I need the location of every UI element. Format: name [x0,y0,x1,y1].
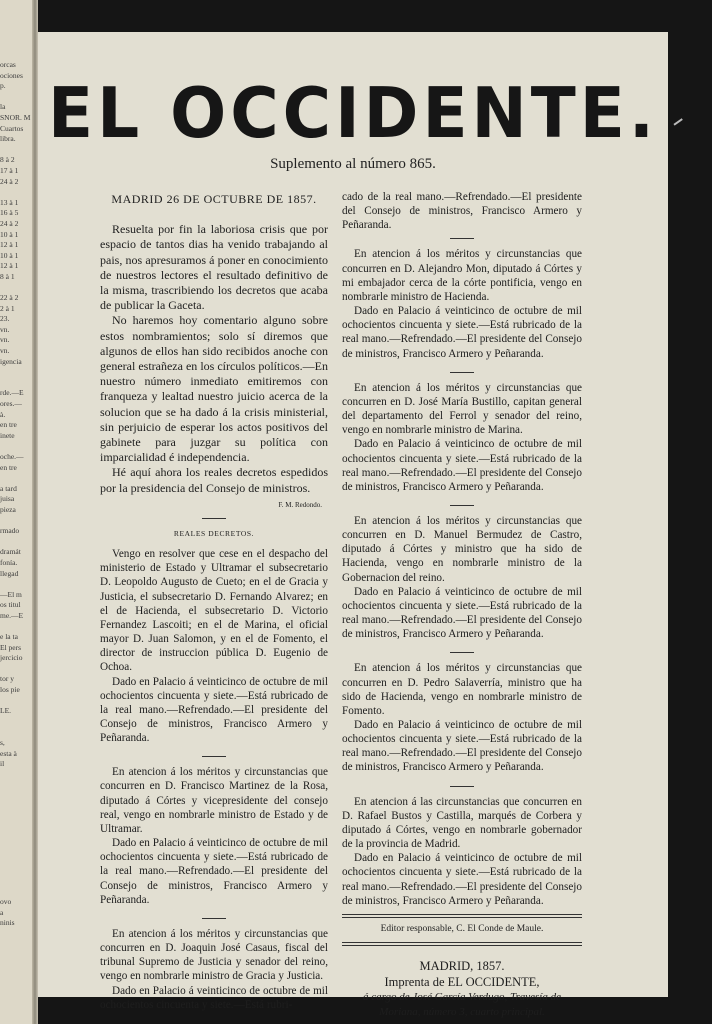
fragment-line: LE. [0,706,12,716]
fragment-line: tor y [0,674,14,684]
fragment-line: llegad [0,568,19,578]
fragment-line: 23. [0,314,10,324]
fragment-line: Cuartos [0,123,24,133]
fragment-line: a [0,907,4,917]
fragment-line: me.—E [0,610,24,620]
fragment-line: en tre [0,462,17,472]
fragment-line: orcas [0,60,16,69]
fragment-line: a tard [0,483,17,493]
fragment-line [0,865,36,876]
fragment-line [0,727,36,738]
decree-paragraph: En atencion á los méritos y circunstancias que concurren en D. Alejandro Mon, diputado á Córtes y mi embajador cerca de la córte pontificia, vengo en nombrarle ministro de Hacienda. [342,248,582,303]
fragment-line: dramát [0,547,21,557]
divider [202,518,226,519]
editorial-paragraph: Resuelta por fin la laboriosa crisis que por espacio de tantos dias ha venido trabajando al pais, nos apresuramos á poner en conocimiento de nuestros lectores el resultado definitivo de la misma, trascribiendo los decretos que acaba de publicar la Gaceta. [100,222,328,313]
fragment-line: 2 à 1 [0,303,15,313]
decree-paragraph: Dado en Palacio á veinticinco de octubre de mil ochocientos cincuenta y siete.—Está rubricado de la real mano.—Refrendado.—El presidente del Consejo de ministros, Francisco Armero y Peñaranda. [100,837,328,906]
fragment-line: 22 à 2 [0,293,19,303]
editorial-paragraph: Hé aquí ahora los reales decretos espedidos por la presidencia del Consejo de ministros. [100,465,328,495]
fragment-line [0,855,36,866]
fragment-line [0,664,36,675]
fragment-line: s, [0,738,5,747]
fragment-line: vn. [0,324,10,334]
fragment-line: —El m [0,589,22,599]
masthead-title: EL OCCIDENTE. [48,73,658,154]
fragment-line: à. [0,409,6,419]
fragment-line [0,791,36,802]
fragment-line: libra. [0,134,16,144]
editor-credit: Editor responsable, C. El Conde de Maule. [380,923,544,934]
column-left [100,190,328,1012]
fragment-line: 17 à 1 [0,165,19,175]
divider [450,652,474,653]
fragment-line: 10 à 1 [0,250,19,260]
imprint [342,958,582,1020]
decree [342,514,582,641]
fragment-line: 13 à 1 [0,197,19,207]
fragment-line: 10 à 1 [0,229,19,239]
decree [100,547,328,745]
fragment-line: vn. [0,335,10,345]
fragment-line: 12 à 1 [0,261,19,271]
fragment-line: juisa [0,494,15,504]
fragment-line [0,823,36,834]
fragment-line: fonía. [0,557,18,567]
decree-paragraph: Dado en Palacio á veinticinco de octubre de mil ochocientos cincuenta y siete.—Está rubricado de la real mano.—Refrendado.—El presidente del Consejo de ministros, Francisco Armero y Peñaranda. [100,675,328,745]
dateline: MADRID 26 DE OCTUBRE DE 1857. [111,192,317,206]
edge-mark [673,118,688,134]
fragment-line [0,145,36,156]
fragment-line: il [0,759,5,769]
fragment-line: en tre [0,420,17,430]
fragment-line: 12 à 1 [0,240,19,250]
decree-paragraph: Dado en Palacio á veinticinco de octubre de mil ochocientos cincuenta y siete.—Está rubricado de la real mano.—Refrendado.—El presidente del Consejo de ministros, Francisco Armero y Peñaranda. [342,585,582,641]
fragment-line: p. [0,81,6,91]
fragment-line [0,886,36,897]
fragment-line: os titul [0,600,21,610]
decree [100,927,328,1012]
decree [342,247,582,360]
adjacent-page-fragment [0,0,36,1024]
fragment-line: los pie [0,685,20,695]
decree-continuation: cado de la real mano.—Refrendado.—El presidente del Consejo de ministros, Francisco Armero y Peñaranda. [342,191,582,232]
decree-paragraph: Dado en Palacio á veinticinco de octubre de mil ochocientos cincuenta y siete.—Está rubricado de la real mano.—Refrendado.—El presidente del Consejo de ministros, Francisco Armero y Peñaranda. [342,438,582,493]
fragment-line [0,802,36,813]
decree-paragraph: En atencion á los méritos y circunstancias que concurren en D. Manuel Bermudez de Castro, diputado á Córtes y ministro que ha sido de Hacienda, vengo en nombrarle ministro de la Gobernacion del reino. [342,514,582,584]
fragment-line: El pers [0,642,22,652]
fragment-line [0,812,36,823]
double-rule [342,942,582,946]
newspaper-page [38,32,668,1019]
decree-paragraph: En atencion á los méritos y circunstancias que concurren en D. Pedro Salaverría, ministro que ha sido de Hacienda, vengo en nombrarle ministro de Fomento. [342,662,582,717]
fragment-line: 16 à 5 [0,208,19,218]
fragment-line: ovo [0,896,12,906]
fragment-line [0,770,36,781]
fragment-line [0,187,36,198]
editorial-paragraph: No haremos hoy comentario alguno sobre estos nombramientos; solo sí diremos que algunos de ellos han sido recibidos anoche con general estrañeza en los círculos políticos.—En nuestro número inmediato emitiremos con franqueza y lealtad nuestro juicio acerca de la solucion que se ha dado á la crisis ministerial, sin perjuicio de esperar los actos positivos del gabinete para juzgar su política con imparcialidad é independencia. [100,313,328,465]
masthead-subtitle: Suplemento al número 865. [270,156,436,172]
double-rule [342,914,582,918]
imprint-city: MADRID, 1857. [419,959,505,974]
divider [202,918,226,919]
fragment-line [0,780,36,791]
fragment-line: inete [0,430,15,440]
imprint-address: Moriana, número 3, cuarto principal. [379,1006,545,1019]
decree-paragraph: Dado en Palacio á veinticinco de octubre de mil ochocientos cincuenta y siete.—Está rubricado de la real mano.—Refrendado.—El presidente del Consejo de ministros, Francisco Armero y Peñaranda. [342,852,582,907]
fragment-line: pieza [0,504,16,514]
section-title: REALES DECRETOS. [173,528,255,538]
decree [100,765,328,907]
fragment-line [0,282,36,293]
column-right [342,190,582,1020]
decree-paragraph: Dado en Palacio á veinticinco de octubre de mil ochocientos cincuenta y siete.—Está rubricado de la real mano.—Refrendado.—El presidente del Consejo de ministros, Francisco Armero y Peñaranda. [342,719,582,774]
editorial-intro [100,222,328,496]
fragment-line [0,516,36,527]
fragment-line [0,537,36,548]
fragment-line: esta à [0,748,17,758]
fragment-line: rmado [0,526,20,536]
decree [342,661,582,774]
fragment-line: e la ta [0,632,18,642]
fragment-line: vn. [0,346,10,356]
fragment-line: igencia [0,356,22,366]
fragment-line: ninis [0,918,15,928]
fragment-line [0,579,36,590]
fragment-line: ociones [0,70,23,80]
fragment-line [0,844,36,855]
fragment-line [0,833,36,844]
fragment-line: ores.— [0,399,22,408]
fragment-line: SNOR. M [0,112,31,122]
adjacent-page-text [0,60,36,929]
decree [342,381,582,494]
fragment-line [0,473,36,484]
editorial-signature: F. M. Redondo. [278,500,322,509]
fragment-line: la [0,102,6,112]
divider [450,505,474,506]
decree-paragraph: En atencion á los méritos y circunstancias que concurren en D. Joaquin José Casaus, fiscal del tribunal Supremo de Justicia y senador del reino, vengo en nombrarle ministro de Gracia y Justicia. [100,927,328,983]
decree-paragraph: Vengo en resolver que cese en el despacho del ministerio de Estado y Ultramar el subsecretario D. Leopoldo Augusto de Cueto; en el de Gracia y Justicia, el subsecretario D. Fernando Alvarez; en el de Hacienda, el subsecretario D. Victorio Fernandez Lascoiti; en el de Marina, el oficial mayor D. Juan Salomon, y en el de Fomento, el director de instruccion pública D. Eugenio de Ochoa. [100,548,328,674]
fragment-line [0,717,36,728]
fragment-line [0,92,36,103]
fragment-line: jercicio [0,653,23,663]
decree-paragraph: En atencion á los méritos y circunstancias que concurren en D. Francisco Martinez de la Rosa, diputado á Córtes y vicepresidente del consejo real, vengo en nombrarle ministro de Estado y de Ultramar. [100,766,328,835]
decree-paragraph: Dado en Palacio á veinticinco de octubre de mil ochocientos cincuenta y siete.—Está rubricado de la real mano.—Refrendado.—El presidente del Consejo de ministros, Francisco Armero y Peñaranda. [342,305,582,360]
decree-paragraph: Dado en Palacio á veinticinco de octubre de mil ochocientos cincuenta y siete.—Está rubri- [100,984,328,1011]
imprint-operator: á cargo de José García Verdugo, Travesía de [363,991,561,1004]
fragment-line [0,696,36,707]
fragment-line: 8 à 2 [0,155,15,165]
fragment-line [0,441,36,452]
fragment-line: 24 à 2 [0,218,19,228]
imprint-press: Imprenta de EL OCCIDENTE, [384,975,540,990]
fragment-line: 24 à 2 [0,176,19,186]
fragment-line [0,378,36,389]
fragment-line: 8 à 1 [0,271,15,281]
fragment-line: oche.— [0,451,24,461]
fragment-line [0,621,36,632]
divider [202,756,226,757]
decree-paragraph: En atencion á los méritos y circunstancias que concurren en D. José María Bustillo, capitan general del departamento del Ferrol y senador del reino, vengo en nombrarle ministro de Marina. [342,381,582,437]
fragment-line: rde.—E [0,388,24,398]
divider [450,786,474,787]
fragment-line [0,876,36,887]
decree [342,795,582,908]
divider [450,372,474,373]
decree-paragraph: En atencion á las circunstancias que concurren en D. Rafael Bustos y Castilla, marqués de Corbera y diputado á Córtes, vengo en nombrarle gobernador de la provincia de Madrid. [342,795,582,851]
divider [450,238,474,239]
fragment-line [0,367,36,378]
